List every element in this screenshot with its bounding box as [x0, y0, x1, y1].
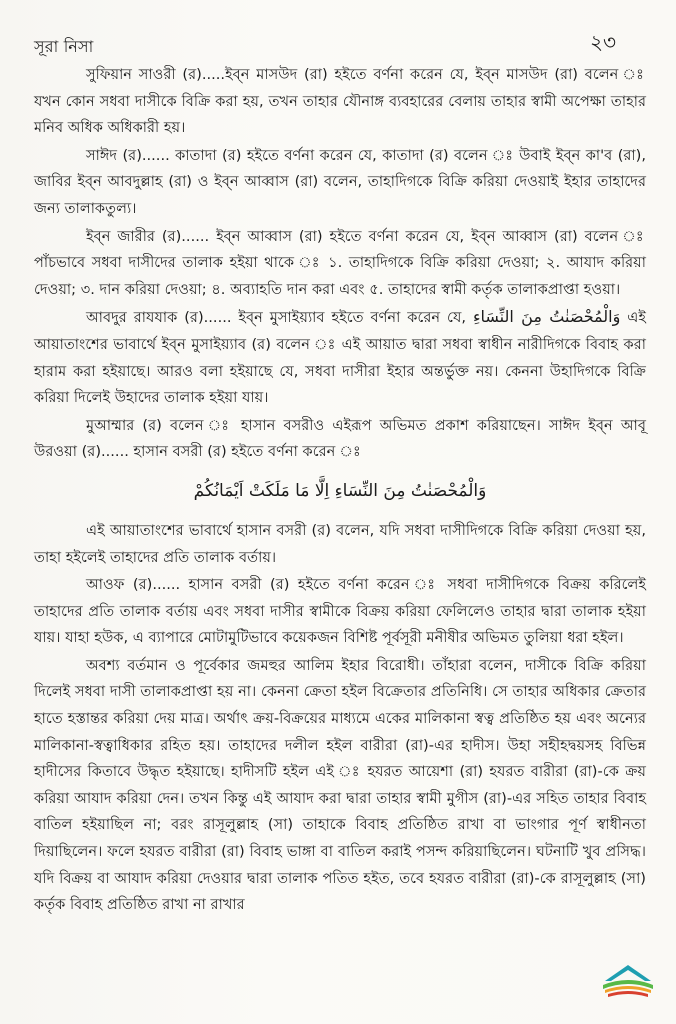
arabic-verse: وَالْمُحْصَنٰتُ مِنَ النِّسَاءِ اِلَّا مَا مَلَكَتْ اَيْمَانُكُمْ — [193, 480, 487, 501]
logo-roof-teal — [605, 965, 651, 981]
logo-band-red — [608, 991, 648, 997]
paragraph-4-before: আবদুর রাযযাক (র)...... ইব্‌ন মুসাইয়্যাব হইতে বর্ণনা করেন যে, — [86, 309, 473, 327]
paragraph-2: সাঈদ (র)...... কাতাদা (র) হইতে বর্ণনা করেন যে, কাতাদা (র) বলেন ঃ উবাই ইব্‌ন কা'ব (রা), জাবির ইব্‌ন আবদুল্লাহ (রা) ও ইব্‌ন আব্বাস (রা) বলেন, তাহাদিগকে বিক্রি করিয়া দেওয়াই ইহার তাহাদের জন্য তালাকতুল্য। — [34, 146, 646, 217]
paragraph-5: মুআম্মার (র) বলেন ঃ হাসান বসরীও এইরূপ অভিমত প্রকাশ করিয়াছেন। সাঈদ ইব্‌ন আবূ উরওয়া (র)...... হাসান বসরী (র) হইতে বর্ণনা করেন ঃ — [34, 416, 646, 461]
paragraph-6: এই আয়াতাংশের ভাবার্থে হাসান বসরী (র) বলেন, যদি সধবা দাসীদিগকে বিক্রি করিয়া দেওয়া হয়, তাহা হইলেই তাহাদের প্রতি তালাক বর্তায়। — [34, 521, 646, 566]
surah-title: সূরা নিসা — [34, 37, 94, 56]
paragraph-7: আওফ (র)...... হাসান বসরী (র) হইতে বর্ণনা করেন ঃ সধবা দাসীদিগকে বিক্রয় করিলেই তাহাদের প্রতি তালাক বর্তায় এবং সধবা দাসীর স্বামীকে বিক্রয় করিয়া ফেলিলেও তাহার দ্বারা তালাক হইয়া যায়। যাহা হউক, এ ব্যাপারে মোটামুটিভাবে কয়েকজন বিশিষ্ট পূর্বসূরী মনীষীর অভিমত তুলিয়া ধরা হইল। — [34, 576, 646, 647]
paragraph-3: ইব্‌ন জারীর (র)...... ইব্‌ন আব্বাস (রা) হইতে বর্ণনা করেন যে, ইব্‌ন আব্বাস (রা) বলেন ঃ পাঁচভাবে সধবা দাসীদের তালাক হইয়া থাকে ঃ ১. তাহাদিগকে বিক্রি করিয়া দেওয়া; ২. আযাদ করিয়া দেওয়া; ৩. দান করিয়া দেওয়া; ৪. অব্যাহতি দান করা এবং ৫. তাহাদের স্বামী কর্তৃক তালাকপ্রাপ্তা হওয়া। — [34, 227, 646, 298]
paragraph-4 — [34, 304, 646, 411]
publisher-logo-icon — [599, 961, 657, 1001]
paragraph-4-after: এই আয়াতাংশের ভাবার্থে ইব্‌ন মুসাইয়্যাব (র) বলেন ঃ এই আয়াত দ্বারা সধবা স্বাধীন নারীদিগকে বিবাহ করা হারাম করা হইয়াছে। আরও বলা হইয়াছে যে, সধবা দাসীরা ইহার অন্তর্ভুক্ত নয়। কেননা উহাদিগকে বিক্রি করিয়া দিলেই উহাদের তালাক হইয়া যায়। — [34, 309, 646, 407]
page-number: ২৩ — [589, 30, 616, 54]
paragraph-8: অবশ্য বর্তমান ও পূর্বেকার জমহুর আলিম ইহার বিরোধী। তাঁহারা বলেন, দাসীকে বিক্রি করিয়া দিলেই সধবা দাসী তালাকপ্রাপ্তা হয় না। কেননা ক্রেতা হইল বিক্রেতার প্রতিনিধি। সে তাহার অধিকার ক্রেতার হাতে হস্তান্তর করিয়া দেয় মাত্র। অর্থাৎ ক্রয়-বিক্রয়ের মাধ্যমে একের মালিকানা স্বত্ব প্রতিষ্ঠিত হয় এবং অন্যের মালিকানা-স্বত্বাধিকার রহিত হয়। তাহাদের দলীল হইল বারীরা (রা)-এর হাদীস। উহা সহীহদ্বয়সহ বিভিন্ন হাদীসের কিতাবে উদ্ধৃত হইয়াছে। হাদীসটি হইল এই ঃ হযরত আয়েশা (রা) হযরত বারীরা (রা)-কে ক্রয় করিয়া আযাদ করিয়া দেন। তখন কিন্তু এই আযাদ করা দ্বারা তাহার স্বামী মুগীস (রা)-এর সহিত তাহার বিবাহ বাতিল হইয়াছিল না; বরং রাসূলুল্লাহ (সা) তাহাকে বিবাহ প্রতিষ্ঠিত রাখা বা ভাংগার পূর্ণ স্বাধীনতা দিয়াছিলেন। ফলে হযরত বারীরা (রা) বিবাহ ভাঙ্গা বা বাতিল করাই পসন্দ করিয়াছিলেন। ঘটনাটি খুব প্রসিদ্ধ। যদি বিক্রয় বা আযাদ করিয়া দেওয়ার দ্বারা তালাক পতিত হইত, তবে হযরত বারীরা (রা)-কে রাসূলুল্লাহ (সা) কর্তৃক বিবাহ প্রতিষ্ঠিত রাখা না রাখার — [34, 656, 646, 914]
paragraph-1: সুফিয়ান সাওরী (র).....ইব্‌ন মাসউদ (রা) হইতে বর্ণনা করেন যে, ইব্‌ন মাসউদ (রা) বলেন ঃ যখন কোন সধবা দাসীকে বিক্রি করা হয়, তখন তাহার যৌনাঙ্গ ব্যবহারের বেলায় তাহার স্বামী অপেক্ষা তাহার মনিব অধিক অধিকারী হয়। — [34, 66, 646, 137]
page-body — [34, 62, 646, 919]
inline-arabic-verse: وَالْمُحْصَنٰتُ مِنَ النِّسَاءِ — [472, 307, 621, 327]
